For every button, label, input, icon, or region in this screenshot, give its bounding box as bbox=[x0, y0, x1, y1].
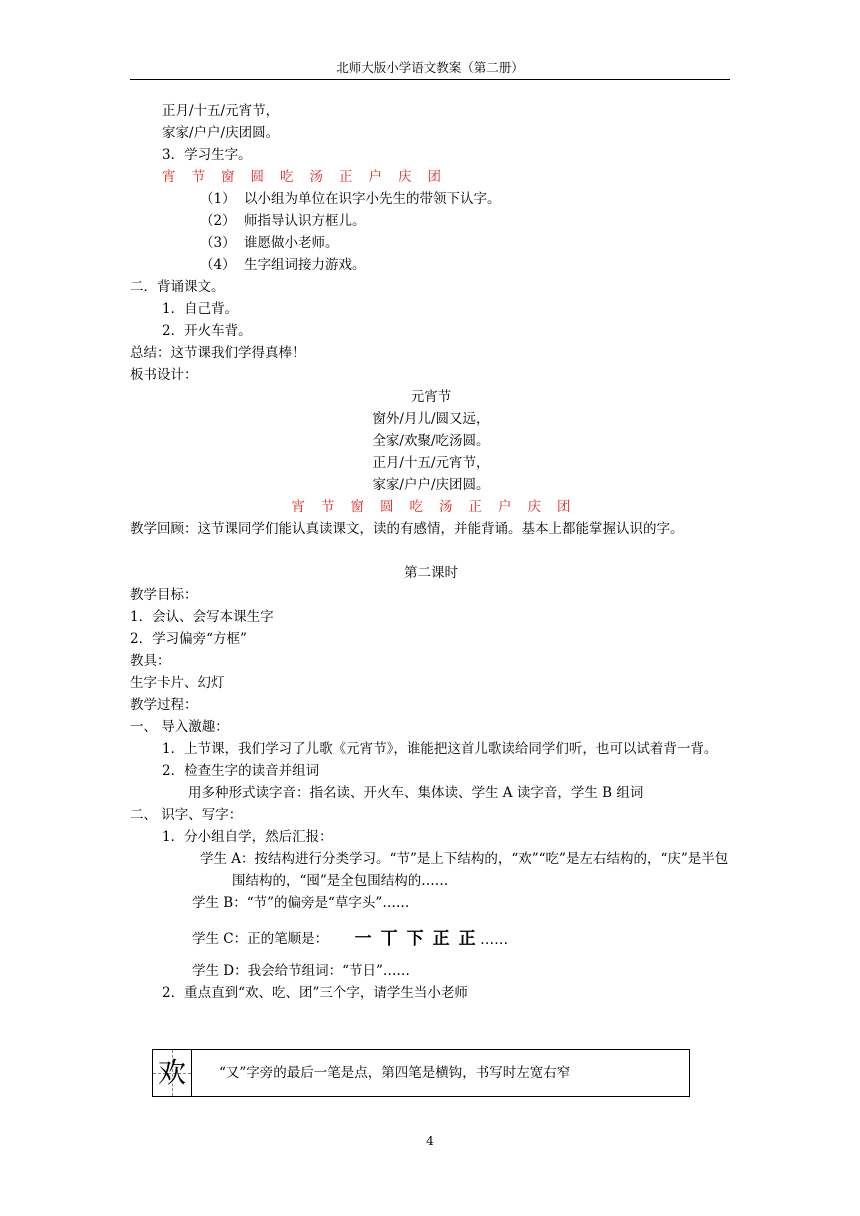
poem-line: 正月/十五/元宵节， bbox=[162, 103, 280, 119]
stroke-step: 正 bbox=[432, 929, 450, 949]
new-char: 庆 bbox=[398, 169, 412, 185]
list-item: 2．重点直到“欢、吃、团”三个字，请学生当小老师 bbox=[162, 985, 468, 1001]
goal-item: 1．会认、会写本课生字 bbox=[130, 609, 274, 625]
stroke-order-line bbox=[130, 922, 732, 956]
board-char: 宵 bbox=[291, 499, 305, 515]
substep-text: 谁愿做小老师。 bbox=[244, 235, 339, 251]
new-char: 正 bbox=[339, 169, 353, 185]
board-line: 正月/十五/元宵节， bbox=[372, 455, 490, 471]
section-heading: 二．背诵课文。 bbox=[130, 279, 225, 295]
substep-number: （2） bbox=[200, 213, 236, 229]
board-characters-row bbox=[130, 496, 732, 518]
board-char: 汤 bbox=[439, 499, 453, 515]
new-char: 圆 bbox=[250, 169, 264, 185]
teaching-review: 教学回顾：这节课同学们能认真读课文，读的有感情，并能背诵。基本上都能掌握认识的字。 bbox=[130, 521, 684, 537]
list-item: 2．开火车背。 bbox=[162, 323, 252, 339]
header-rule bbox=[130, 79, 730, 80]
character-cell bbox=[153, 1050, 192, 1096]
student-report: 学生 A：按结构进行分类学习。“节”是上下结构的，“欢”“吃”是左右结构的，“庆”是半包围结构的，“囤”是全包围结构的…… bbox=[200, 851, 729, 889]
writing-tip: “又”字旁的最后一笔是点，第四笔是横钩，书写时左宽右窄 bbox=[219, 1065, 571, 1081]
list-item: 1．上节课，我们学习了儿歌《元宵节》，谁能把这首儿歌读给同学们听，也可以试着背一背。 bbox=[162, 741, 718, 757]
stroke-order-sequence bbox=[350, 922, 508, 957]
section-heading: 二、 识字、写字： bbox=[130, 807, 243, 823]
document-body bbox=[130, 100, 732, 1004]
substep bbox=[130, 254, 732, 276]
board-char: 吃 bbox=[409, 499, 423, 515]
board-char: 户 bbox=[498, 499, 512, 515]
board-char: 窗 bbox=[350, 499, 364, 515]
list-note: 用多种形式读字音：指名读、开火车、集体读、学生 A 读字音，学生 B 组词 bbox=[188, 785, 644, 801]
board-title: 元宵节 bbox=[410, 389, 452, 405]
substep-number: （1） bbox=[200, 191, 236, 207]
board-char: 庆 bbox=[527, 499, 541, 515]
substep-number: （4） bbox=[200, 257, 236, 273]
new-char: 吃 bbox=[280, 169, 294, 185]
new-char: 宵 bbox=[162, 169, 176, 185]
page-header: 北师大版小学语文教案（第二册） bbox=[336, 60, 524, 75]
list-item: 1．自己背。 bbox=[162, 301, 239, 317]
list-item: 2．检查生字的读音并组词 bbox=[162, 763, 320, 779]
board-char: 圆 bbox=[380, 499, 394, 515]
board-line: 家家/户户/庆团圆。 bbox=[372, 477, 490, 493]
character-writing-box bbox=[152, 1049, 690, 1097]
substep bbox=[130, 232, 732, 254]
stroke-step: 正 bbox=[458, 929, 476, 949]
new-char: 窗 bbox=[221, 169, 235, 185]
new-char: 节 bbox=[191, 169, 205, 185]
student-report: 学生 C：正的笔顺是： bbox=[192, 931, 329, 947]
process-label: 教学过程： bbox=[130, 697, 198, 713]
step-heading: 3．学习生字。 bbox=[162, 147, 252, 163]
stroke-step: 下 bbox=[406, 929, 424, 949]
goal-item: 2．学习偏旁“方框” bbox=[130, 631, 247, 647]
substep-text: 师指导认识方框儿。 bbox=[244, 213, 366, 229]
tools-label: 教具： bbox=[130, 653, 171, 669]
substep bbox=[130, 188, 732, 210]
summary: 总结：这节课我们学得真棒！ bbox=[130, 345, 306, 361]
substep-text: 以小组为单位在识字小先生的带领下认字。 bbox=[244, 191, 501, 207]
board-char: 节 bbox=[321, 499, 335, 515]
page-number: 4 bbox=[426, 1134, 434, 1148]
board-line: 窗外/月儿/圆又远， bbox=[372, 411, 490, 427]
goals-label: 教学目标： bbox=[130, 587, 198, 603]
student-report: 学生 D：我会给节组词：“节日”…… bbox=[192, 963, 410, 979]
board-line: 全家/欢聚/吃汤圆。 bbox=[372, 433, 490, 449]
ellipsis: …… bbox=[480, 932, 509, 948]
board-design-label: 板书设计： bbox=[130, 367, 198, 383]
spacer bbox=[130, 540, 732, 562]
student-report: 学生 B：“节”的偏旁是“草字头”…… bbox=[192, 895, 410, 911]
demo-character: 欢 bbox=[157, 1056, 186, 1089]
new-characters-row bbox=[130, 166, 732, 188]
list-item: 1．分小组自学，然后汇报： bbox=[162, 829, 333, 845]
new-char: 户 bbox=[368, 169, 382, 185]
board-char: 团 bbox=[557, 499, 571, 515]
lesson-title: 第二课时 bbox=[404, 565, 458, 581]
stroke-step: 一 bbox=[354, 929, 372, 949]
board-char: 正 bbox=[468, 499, 482, 515]
substep-number: （3） bbox=[200, 235, 236, 251]
substep bbox=[130, 210, 732, 232]
tools-text: 生字卡片、幻灯 bbox=[130, 675, 225, 691]
section-heading: 一、 导入激趣： bbox=[130, 719, 229, 735]
stroke-step: 丅 bbox=[380, 929, 398, 949]
new-char: 汤 bbox=[309, 169, 323, 185]
substep-text: 生字组词接力游戏。 bbox=[244, 257, 366, 273]
poem-line: 家家/户户/庆团圆。 bbox=[162, 125, 280, 141]
new-char: 团 bbox=[427, 169, 441, 185]
